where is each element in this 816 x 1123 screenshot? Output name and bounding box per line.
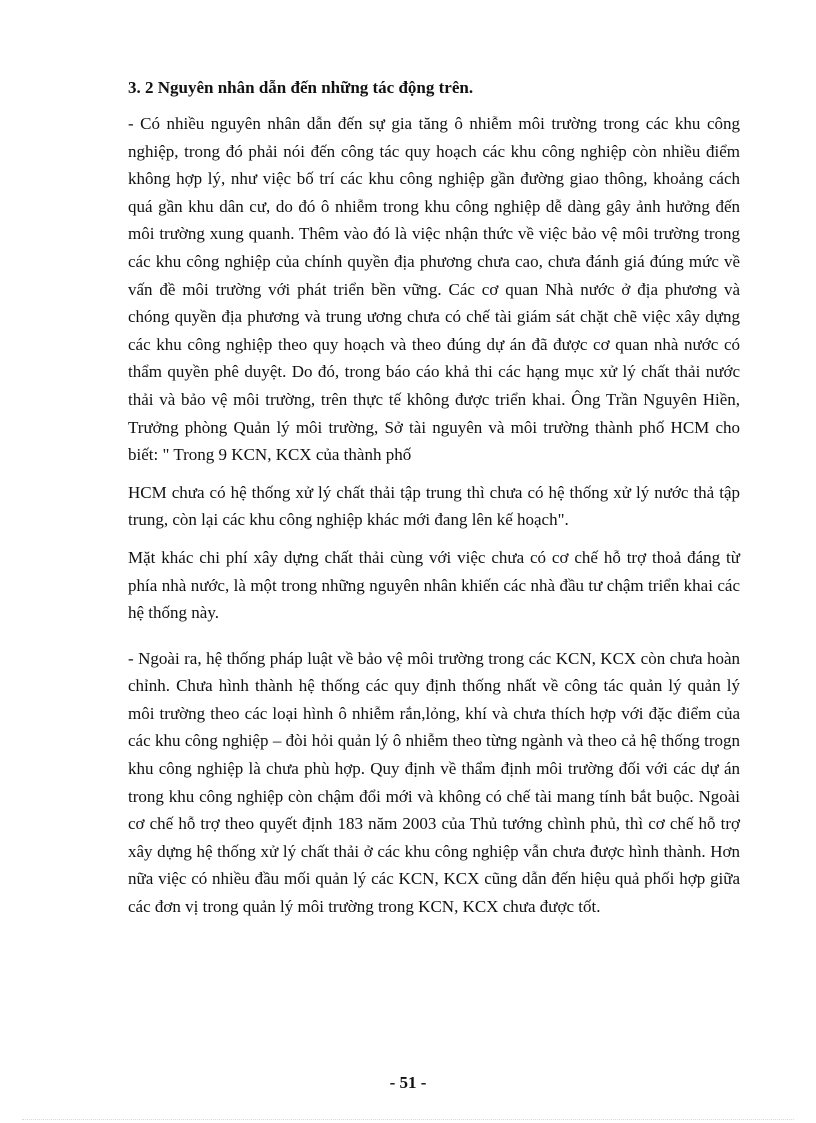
section-heading: 3. 2 Nguyên nhân dẫn đến những tác động trên. [128, 78, 474, 97]
page-number: - 51 - [389, 1073, 427, 1092]
paragraph-costs: Mặt khác chi phí xây dựng chất thải cùng với việc chưa có cơ chế hỗ trợ thoả đáng từ phía nhà nước, là một trong những nguyên nhân khiến các nhà đầu tư chậm triển khai các hệ thống này. [128, 547, 740, 623]
paragraph-hcm-quote: HCM chưa có hệ thống xử lý chất thải tập trung thì chưa có hệ thống xử lý nước thả tập trung, còn lại các khu công nghiệp khác mới đang lên kế hoạch". [128, 482, 740, 530]
page-divider [22, 1119, 794, 1120]
paragraph-causes: - Có nhiều nguyên nhân dẫn đến sự gia tăng ô nhiễm môi trường trong các khu công nghiệp, trong đó phải nói đến công tác quy hoạch các khu công nghiệp còn nhiều điểm không hợp lý, như việc bố trí các khu công nghiệp gần đường giao thông, khoảng cách quá gần khu dân cư, do đó ô nhiễm trong khu công nghiệp dễ dàng gây ảnh hưởng đến môi trường xung quanh. Thêm vào đó là việc nhận thức về việc bảo vệ môi trường trong các khu công nghiệp của chính quyền địa phương chưa cao, chưa đánh giá đúng mức về vấn đề môi trường với phát triển bền vững. Các cơ quan Nhà nước ở địa phương và chóng quyền địa phương và trung ương chưa có chế tài giám sát chặt chẽ việc xây dựng các khu công nghiệp theo quy hoạch và theo đúng dự án đã được cơ quan nhà nước có thẩm quyền phê duyệt. Do đó, trong báo cáo khả thi các hạng mục xử lý chất thải nước thải và bảo vệ môi trường, trên thực tế không được triển khai. Ông Trần Nguyên Hiền, Trưởng phòng Quản lý môi trường, Sở tài nguyên và môi trường thành phố HCM cho biết: " Trong 9 KCN, KCX của thành phố [128, 114, 740, 465]
document-page [128, 76, 740, 921]
paragraph-legal-system: - Ngoài ra, hệ thống pháp luật về bảo vệ môi trường trong các KCN, KCX còn chưa hoàn chỉnh. Chưa hình thành hệ thống các quy định thống nhất về công tác quản lý quản lý môi trường theo các loại hình ô nhiễm rắn,lỏng, khí và chưa thích hợp với đặc điểm của các khu công nghiệp – đòi hỏi quản lý ô nhiễm theo từng ngành và theo cả hệ thống trogn khu công nghiệp là chưa phù hợp. Quy định về thẩm định môi trường đối với các dự án trong khu công nghiệp còn chậm đổi mới và không có chế tài mang tính bắt buộc. Ngoài cơ chế hỗ trợ theo quyết định 183 năm 2003 của Thủ tướng chình phủ, thì cơ chế hỗ trợ xây dựng hệ thống xử lý chất thải ở các khu công nghiệp vẫn chưa được hình thành. Hơn nữa việc có nhiều đầu mối quản lý các KCN, KCX cũng dẫn đến hiệu quả phối hợp giữa các đơn vị trong quản lý môi trường trong KCN, KCX chưa được tốt. [128, 648, 740, 917]
